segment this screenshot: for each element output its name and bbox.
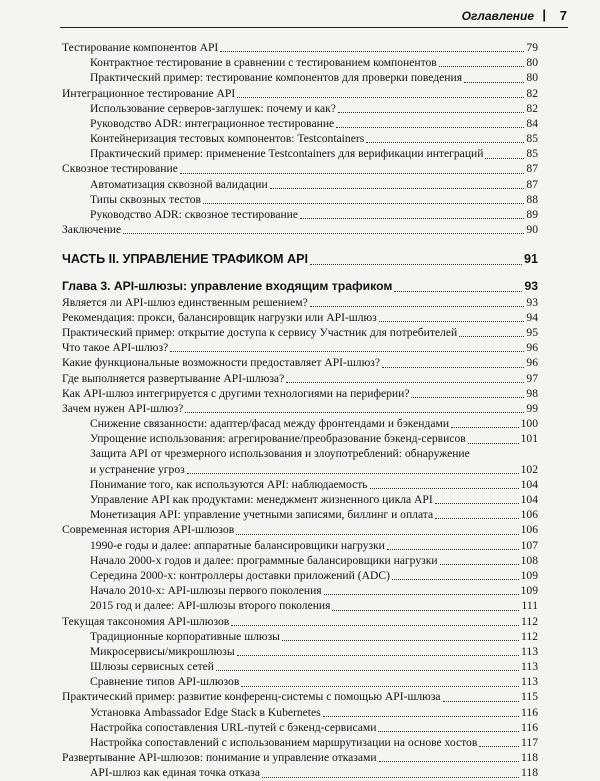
toc-entry-title: 2015 год и далее: API-шлюзы второго поколения xyxy=(90,599,331,613)
dot-leader xyxy=(336,127,524,128)
toc-entry-title: API-шлюз как единая точка отказа xyxy=(90,766,260,780)
toc-entry xyxy=(62,447,538,462)
dot-leader xyxy=(324,594,519,595)
toc-entry-title: Защита API от чрезмерного использования и злоупотреблений: обнаружение xyxy=(90,447,470,461)
toc-entry xyxy=(62,371,538,386)
toc-entry-page: 100 xyxy=(520,417,538,431)
toc-entry xyxy=(62,705,538,720)
toc-entry-title: Зачем нужен API-шлюз? xyxy=(62,401,184,415)
dot-leader xyxy=(180,173,525,174)
toc-entry xyxy=(62,251,538,268)
toc-entry xyxy=(62,222,538,237)
toc-entry-title: Контрактное тестирование в сравнении с тестированием компонентов xyxy=(90,56,437,70)
toc-entry xyxy=(62,735,538,750)
toc-entry-title: Понимание того, как используются API: наблюдаемость xyxy=(90,477,368,491)
toc-entry xyxy=(62,310,538,325)
toc-entry-page: 117 xyxy=(521,736,538,750)
dot-leader xyxy=(411,397,524,398)
toc-entry-page: 95 xyxy=(526,325,538,339)
toc-entry-page: 82 xyxy=(526,101,538,115)
toc-entry-page: 108 xyxy=(520,553,538,567)
toc-entry-title: Глава 3. API-шлюзы: управление входящим трафиком xyxy=(62,279,393,294)
toc-entry-page: 107 xyxy=(520,538,538,552)
dot-leader xyxy=(237,97,524,98)
toc-entry xyxy=(62,462,538,477)
toc-entry xyxy=(62,116,538,131)
toc-entry xyxy=(62,401,538,416)
toc-entry xyxy=(62,177,538,192)
dot-leader xyxy=(382,367,524,368)
toc-entry xyxy=(62,492,538,507)
dot-leader xyxy=(387,549,519,550)
dot-leader xyxy=(443,701,519,702)
toc-entry-page: 116 xyxy=(521,720,538,734)
toc-entry-title: Руководство ADR: интеграционное тестирование xyxy=(90,116,335,130)
dot-leader xyxy=(485,158,524,159)
toc-entry-page: 96 xyxy=(526,356,538,370)
toc-entry-page: 82 xyxy=(526,86,538,100)
toc-entry-title: Начало 2000-х годов и далее: программные балансировщики нагрузки xyxy=(90,553,438,567)
toc-entry-page: 111 xyxy=(521,599,538,613)
dot-leader xyxy=(310,306,525,307)
dot-leader xyxy=(378,731,519,732)
dot-leader xyxy=(464,82,524,83)
toc-entry-title: ЧАСТЬ II. УПРАВЛЕНИЕ ТРАФИКОМ API xyxy=(62,252,309,267)
toc-entry xyxy=(62,765,538,780)
toc-entry-page: 94 xyxy=(526,310,538,324)
running-header-title: Оглавление xyxy=(461,9,534,23)
toc-entry-page: 90 xyxy=(526,223,538,237)
dot-leader xyxy=(237,655,519,656)
toc-entry xyxy=(62,583,538,598)
toc-entry xyxy=(62,750,538,765)
toc-entry-title: Практический пример: тестирование компонентов для проверки поведения xyxy=(90,71,463,85)
toc-entry-title: Что такое API-шлюз? xyxy=(62,341,169,355)
dot-leader xyxy=(392,579,519,580)
dot-leader xyxy=(394,291,522,292)
dot-leader xyxy=(187,473,519,474)
toc-entry-page: 104 xyxy=(520,493,538,507)
toc-entry-title: Сквозное тестирование xyxy=(62,162,178,176)
toc-entry-page: 106 xyxy=(520,508,538,522)
toc-entry xyxy=(62,355,538,370)
toc-entry-title: Развертывание API-шлюзов: понимание и управление отказами xyxy=(62,751,377,765)
toc-entry-title: Автоматизация сквозной валидации xyxy=(90,177,268,191)
toc-entry-title: Настройка сопоставлений с использованием маршрутизации на основе хостов xyxy=(90,736,478,750)
dot-leader xyxy=(435,518,518,519)
toc-entry xyxy=(62,192,538,207)
dot-leader xyxy=(236,534,518,535)
toc-entry-title: Контейнеризация тестовых компонентов: Testcontainers xyxy=(90,132,365,146)
toc-entry-title: Микросервисы/микрошлюзы xyxy=(90,644,235,658)
toc-entry-page: 97 xyxy=(526,371,538,385)
toc-entry-page: 109 xyxy=(520,568,538,582)
toc-entry xyxy=(62,614,538,629)
toc-entry-title: Какие функциональные возможности предоставляет API-шлюз? xyxy=(62,356,380,370)
toc-entry-title: Является ли API-шлюз единственным решением? xyxy=(62,295,308,309)
toc-entry xyxy=(62,477,538,492)
toc-entry xyxy=(62,659,538,674)
toc-entry-page: 96 xyxy=(526,341,538,355)
toc-entry xyxy=(62,40,538,55)
toc-entry xyxy=(62,70,538,85)
toc-entry xyxy=(62,522,538,537)
toc-entry-page: 79 xyxy=(526,40,538,54)
toc-entry xyxy=(62,690,538,705)
toc-entry-title: Типы сквозных тестов xyxy=(90,192,201,206)
toc-entry xyxy=(62,295,538,310)
toc-entry-page: 98 xyxy=(526,386,538,400)
dot-leader xyxy=(286,382,524,383)
toc-entry-title: Начало 2010-х: API-шлюзы первого поколения xyxy=(90,584,322,598)
dot-leader xyxy=(241,686,519,687)
toc-entry-title: Где выполняется развертывание API-шлюза? xyxy=(62,371,285,385)
toc-entry-page: 113 xyxy=(521,660,538,674)
toc-entry-page: 115 xyxy=(521,690,538,704)
toc-entry xyxy=(62,598,538,613)
dot-leader xyxy=(323,716,519,717)
table-of-contents xyxy=(62,40,538,781)
toc-entry-title: Настройка сопоставления URL-путей с бэкенд-сервисами xyxy=(90,720,377,734)
dot-leader xyxy=(379,321,525,322)
dot-leader xyxy=(468,443,519,444)
toc-entry-page: 109 xyxy=(520,584,538,598)
toc-entry-title: Тестирование компонентов API xyxy=(62,40,219,54)
toc-entry-title: Современная история API-шлюзов xyxy=(62,523,235,537)
toc-entry-page: 112 xyxy=(521,614,538,628)
toc-entry-title: Шлюзы сервисных сетей xyxy=(90,660,215,674)
toc-entry-title: Практический пример: открытие доступа к сервису Участник для потребителей xyxy=(62,325,458,339)
dot-leader xyxy=(366,142,524,143)
dot-leader xyxy=(338,112,525,113)
toc-entry-page: 102 xyxy=(520,462,538,476)
toc-entry xyxy=(62,279,538,294)
toc-entry-page: 104 xyxy=(520,477,538,491)
dot-leader xyxy=(440,564,519,565)
toc-entry-title: Упрощение использования: агрегирование/преобразование бэкенд-сервисов xyxy=(90,432,466,446)
toc-entry-title: Установка Ambassador Edge Stack в Kubernetes xyxy=(90,705,321,719)
toc-entry-page: 113 xyxy=(521,644,538,658)
dot-leader xyxy=(170,351,524,352)
toc-entry-page: 99 xyxy=(526,401,538,415)
dot-leader xyxy=(459,336,524,337)
toc-entry-page: 106 xyxy=(520,523,538,537)
toc-entry-page: 91 xyxy=(523,252,538,267)
dot-leader xyxy=(379,761,519,762)
toc-entry xyxy=(62,431,538,446)
toc-entry-title: Руководство ADR: сквозное тестирование xyxy=(90,208,299,222)
toc-entry xyxy=(62,720,538,735)
toc-entry-page: 89 xyxy=(526,208,538,222)
toc-entry-title: Практический пример: применение Testcontainers для верификации интеграций xyxy=(90,147,484,161)
dot-leader xyxy=(185,412,524,413)
dot-leader xyxy=(332,610,519,611)
toc-entry-title: Как API-шлюз интегрируется с другими технологиями на периферии? xyxy=(62,386,410,400)
toc-entry xyxy=(62,207,538,222)
toc-entry-title: Традиционные корпоративные шлюзы xyxy=(90,629,280,643)
toc-entry-page: 93 xyxy=(526,295,538,309)
toc-entry-page: 88 xyxy=(526,192,538,206)
toc-entry xyxy=(62,674,538,689)
dot-leader xyxy=(123,233,524,234)
toc-entry xyxy=(62,86,538,101)
dot-leader xyxy=(282,640,519,641)
toc-entry-title: Заключение xyxy=(62,223,122,237)
dot-leader xyxy=(370,488,519,489)
toc-entry-page: 85 xyxy=(526,147,538,161)
toc-entry-title: Управление API как продуктами: менеджмент жизненного цикла API xyxy=(90,493,433,507)
page-number: 7 xyxy=(559,8,567,23)
toc-entry-page: 101 xyxy=(520,432,538,446)
header-separator: | xyxy=(542,7,546,22)
toc-entry xyxy=(62,644,538,659)
toc-entry xyxy=(62,629,538,644)
dot-leader xyxy=(435,503,519,504)
toc-entry xyxy=(62,146,538,161)
toc-entry-page: 84 xyxy=(526,116,538,130)
toc-entry-page: 80 xyxy=(526,71,538,85)
toc-entry-title: Монетизация API: управление учетными записями, биллинг и оплата xyxy=(90,508,434,522)
toc-entry-page: 112 xyxy=(521,629,538,643)
dot-leader xyxy=(300,218,524,219)
dot-leader xyxy=(262,777,519,778)
dot-leader xyxy=(220,51,524,52)
page-header xyxy=(0,0,600,30)
toc-entry xyxy=(62,131,538,146)
toc-entry-page: 118 xyxy=(521,766,538,780)
toc-entry xyxy=(62,325,538,340)
dot-leader xyxy=(439,66,525,67)
toc-entry-title: 1990-е годы и далее: аппаратные балансировщики нагрузки xyxy=(90,538,385,552)
toc-entry xyxy=(62,538,538,553)
toc-entry xyxy=(62,416,538,431)
toc-entry xyxy=(62,568,538,583)
toc-entry xyxy=(62,55,538,70)
header-rule xyxy=(60,27,568,28)
toc-entry-page: 113 xyxy=(521,675,538,689)
dot-leader xyxy=(310,264,522,265)
toc-entry-title: Интеграционное тестирование API xyxy=(62,86,236,100)
toc-entry-page: 80 xyxy=(526,56,538,70)
toc-entry xyxy=(62,101,538,116)
toc-entry-title: Середина 2000-х: контроллеры доставки приложений (ADC) xyxy=(90,568,390,582)
dot-leader xyxy=(479,746,519,747)
toc-entry-title: Практический пример: развитие конференц-системы с помощью API-шлюза xyxy=(62,690,441,704)
dot-leader xyxy=(203,203,524,204)
dot-leader xyxy=(451,427,519,428)
dot-leader xyxy=(270,188,525,189)
toc-entry-title: Сравнение типов API-шлюзов xyxy=(90,675,240,689)
dot-leader xyxy=(216,670,519,671)
toc-entry-title: и устранение угроз xyxy=(90,462,185,476)
toc-entry xyxy=(62,553,538,568)
toc-entry-title: Использование серверов-заглушек: почему и как? xyxy=(90,101,336,115)
toc-entry-title: Рекомендация: прокси, балансировщик нагрузки или API-шлюз xyxy=(62,310,377,324)
toc-entry xyxy=(62,162,538,177)
toc-entry xyxy=(62,507,538,522)
toc-entry-title: Текущая таксономия API-шлюзов xyxy=(62,614,230,628)
dot-leader xyxy=(231,625,519,626)
toc-entry-page: 87 xyxy=(526,177,538,191)
toc-entry-page: 116 xyxy=(521,705,538,719)
toc-entry-title: Снижение связанности: адаптер/фасад между фронтендами и бэкендами xyxy=(90,417,450,431)
toc-entry xyxy=(62,340,538,355)
toc-entry-page: 85 xyxy=(526,132,538,146)
toc-entry xyxy=(62,386,538,401)
toc-entry-page: 93 xyxy=(524,279,538,294)
toc-entry-page: 87 xyxy=(526,162,538,176)
toc-entry-page: 118 xyxy=(521,751,538,765)
